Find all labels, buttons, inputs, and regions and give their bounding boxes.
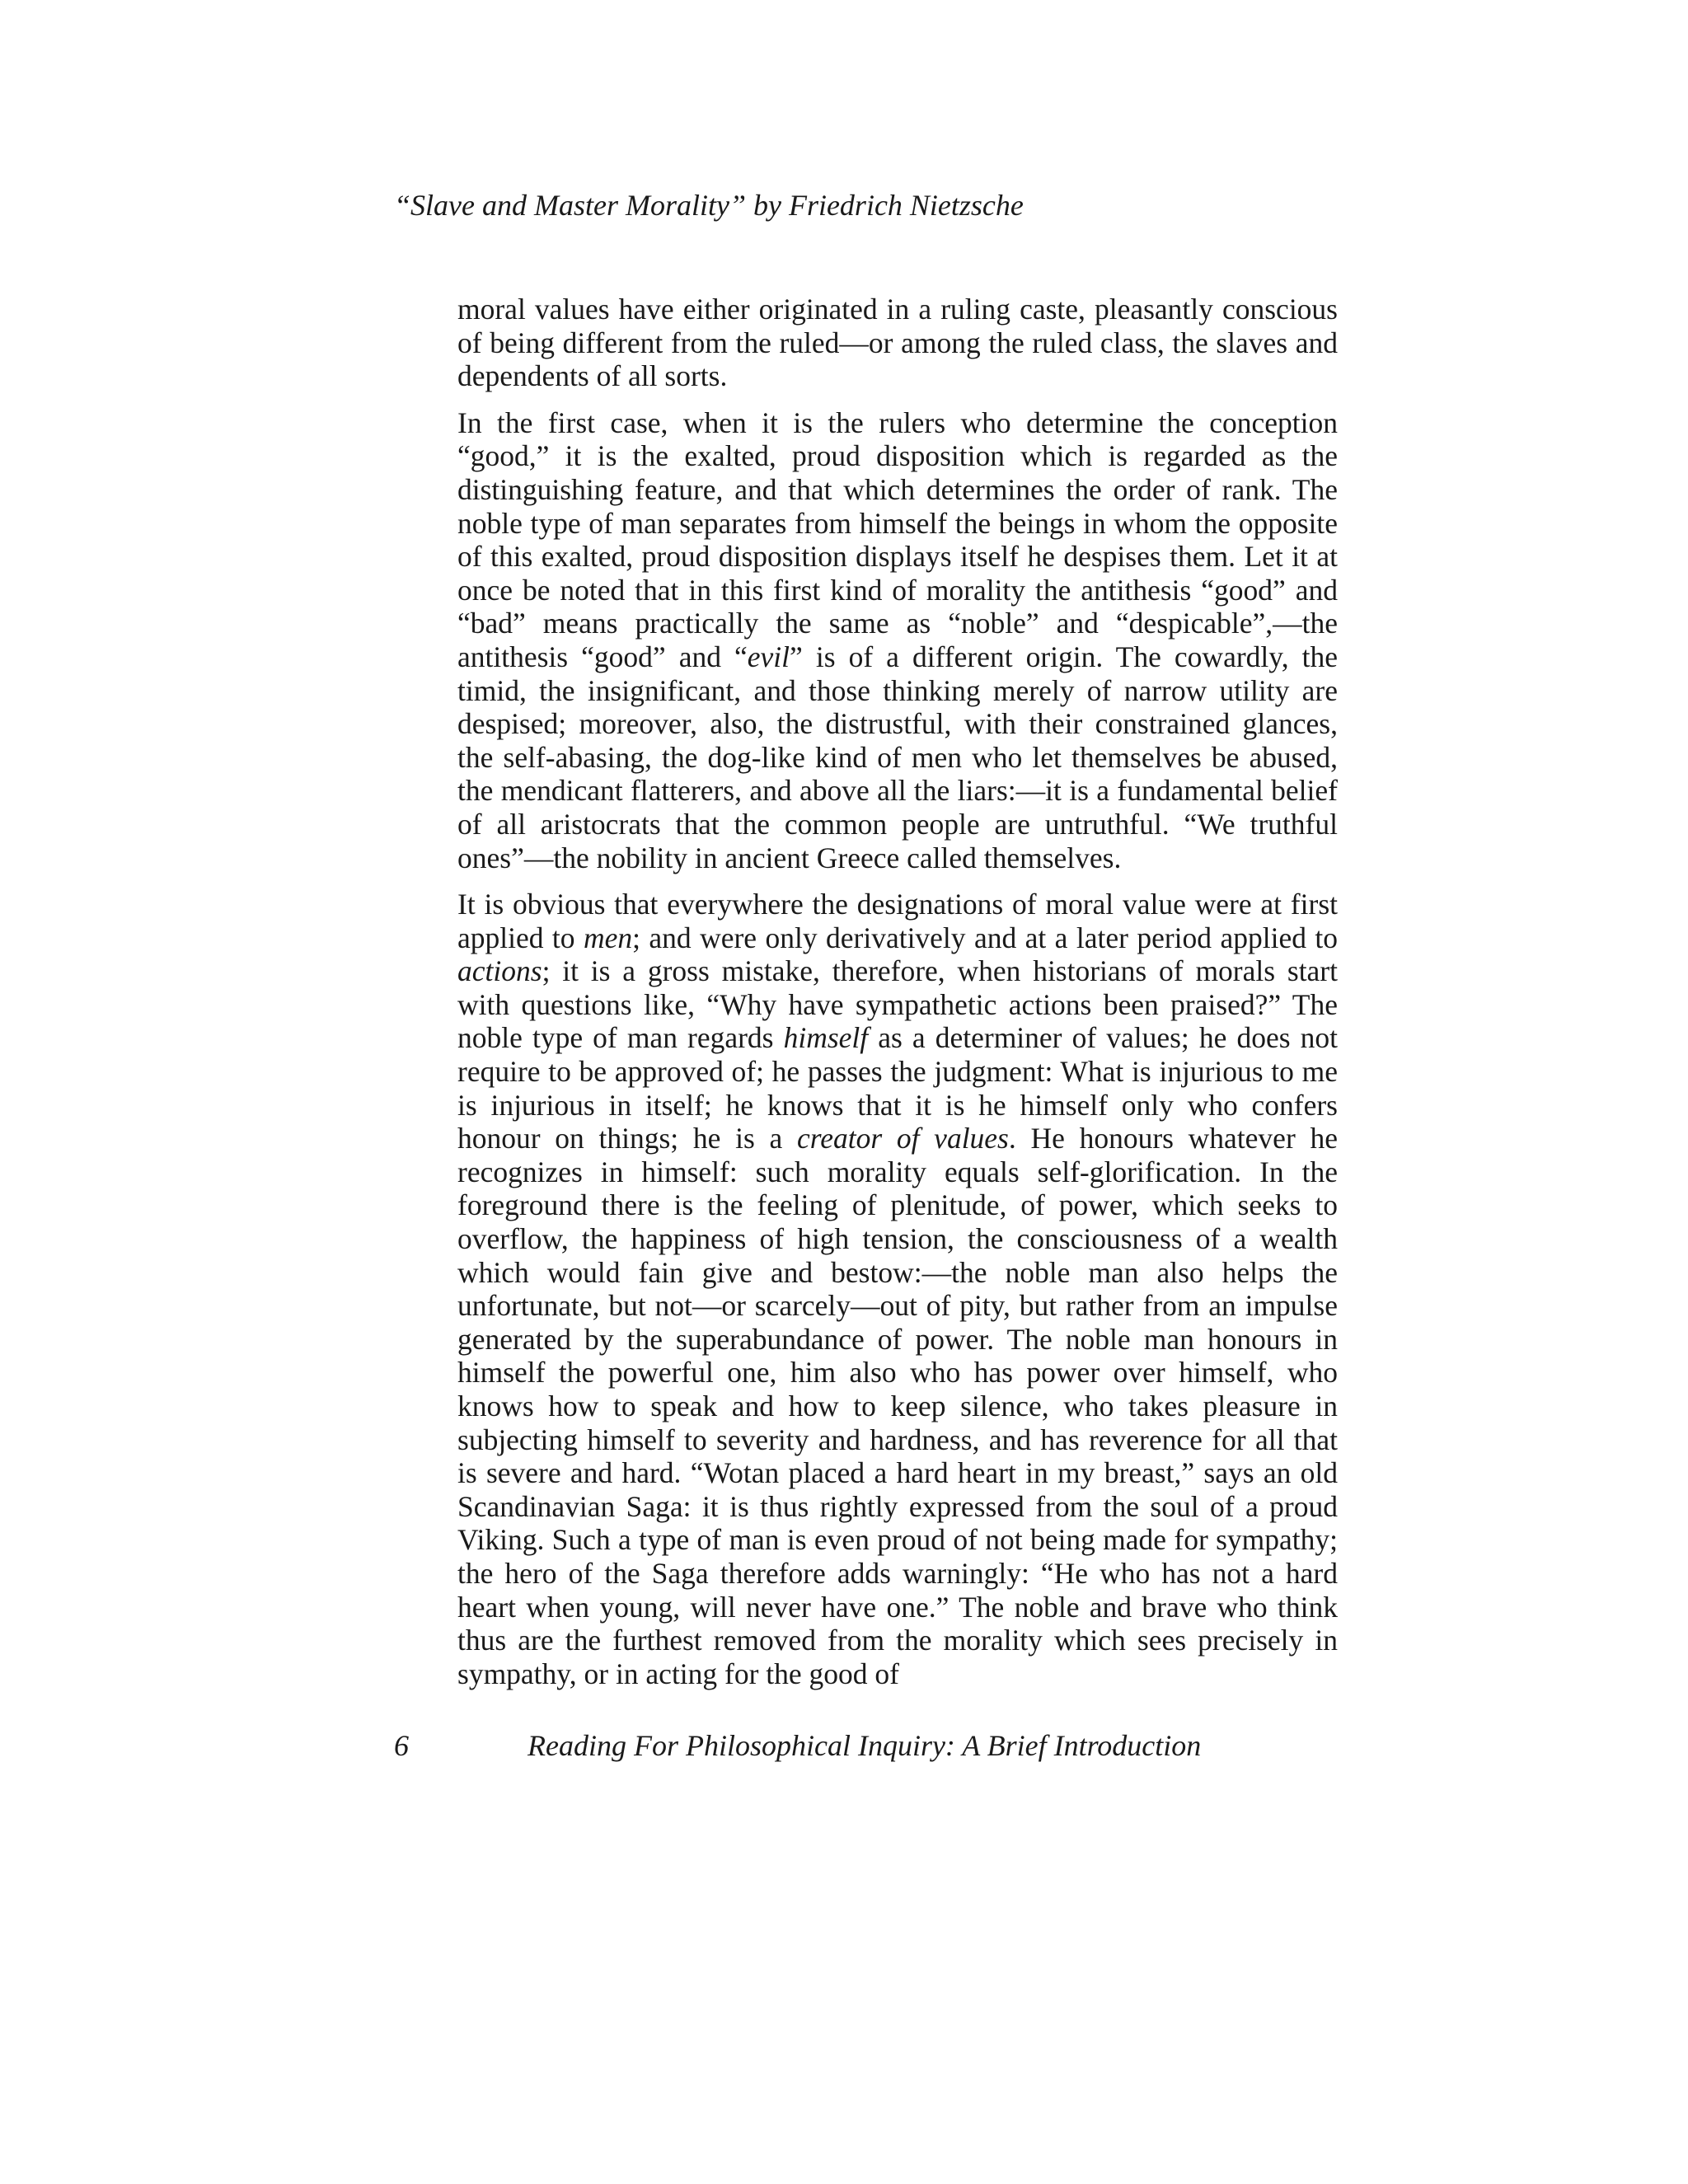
italic-text-run: men — [583, 921, 633, 954]
text-run: ” is of a different origin. The cowardly, the timid, the insignificant, and those thinking merely of narrow utility are despised; moreover, also, the distrustful, with their constrained glances, the self-abasing, the dog-like kind of men who let themselves be abused, the mendicant flatterers, and above all the liars:—it is a fundamental belief of all aristocrats that the common people are untruthful. “We truthful ones”—the nobility in ancient Greece called themselves. — [457, 640, 1339, 874]
body-text — [457, 293, 1338, 1704]
paragraph — [457, 888, 1338, 1690]
text-run: ; and were only derivatively and at a later period applied to — [632, 921, 1338, 954]
running-head-title: “Slave and Master Morality” by Friedrich Nietzsche — [394, 189, 1024, 222]
italic-text-run: himself — [783, 1021, 869, 1055]
text-run: as a determiner of values; he does not require to be approved of; he passes the judgment: What is injurious to me is injurious in itself; he knows that it is he himself only who confers honour on things; he is a — [457, 1021, 1338, 1155]
text-run: In the first case, when it is the rulers who determine the conception “good,” it is the exalted, proud disposition which is regarded as the distinguishing feature, and that which determines the order of rank. The noble type of man separates from himself the beings in whom the opposite of this exalted, proud disposition displays itself he despises them. Let it at once be noted that in this first kind of morality the antithesis “good” and “bad” means practically the same as “noble” and “despicable”,—the antithesis “good” and “ — [457, 405, 1338, 673]
text-run: It is obvious that everywhere the designations of moral value were at first applied to — [457, 888, 1338, 954]
book-title-footer: Reading For Philosophical Inquiry: A Brief Introduction — [528, 1729, 1202, 1762]
text-run: . He honours whatever he recognizes in himself: such morality equals self-glorification. In the foreground there is the feeling of plenitude, of power, which seeks to overflow, the happiness of high tension, the consciousness of a wealth which would fain give and bestow:—the noble man also helps the unfortunate, but not—or scarcely—out of pity, but rather from an impulse generated by the superabundance of power. The noble man honours in himself the powerful one, him also who has power over himself, who knows how to speak and how to keep silence, who takes pleasure in subjecting himself to severity and hardness, and has reverence for all that is severe and hard. “Wotan placed a hard heart in my breast,” says an old Scandinavian Saga: it is thus rightly expressed from the soul of a proud Viking. Such a type of man is even proud of not being made for sympathy; the hero of the Saga therefore adds warningly: “He who has not a hard heart when young, will never have one.” The noble and brave who think thus are the furthest removed from the morality which sees precisely in sympathy, or in acting for the good of — [457, 1122, 1338, 1690]
page-number: 6 — [394, 1729, 409, 1762]
italic-text-run: creator of values — [796, 1122, 1009, 1155]
italic-text-run: actions — [457, 954, 542, 988]
paragraph — [457, 406, 1338, 874]
text-run: ; it is a gross mistake, therefore, when historians of morals start with questions like, “Why have sympathetic actions been praised?” The noble type of man regards — [457, 954, 1338, 1055]
italic-text-run: evil — [747, 640, 790, 673]
paragraph — [457, 293, 1338, 393]
text-run: moral values have either originated in a ruling caste, pleasantly conscious of being different from the ruled—or among the ruled class, the slaves and dependents of all sorts. — [457, 293, 1338, 393]
